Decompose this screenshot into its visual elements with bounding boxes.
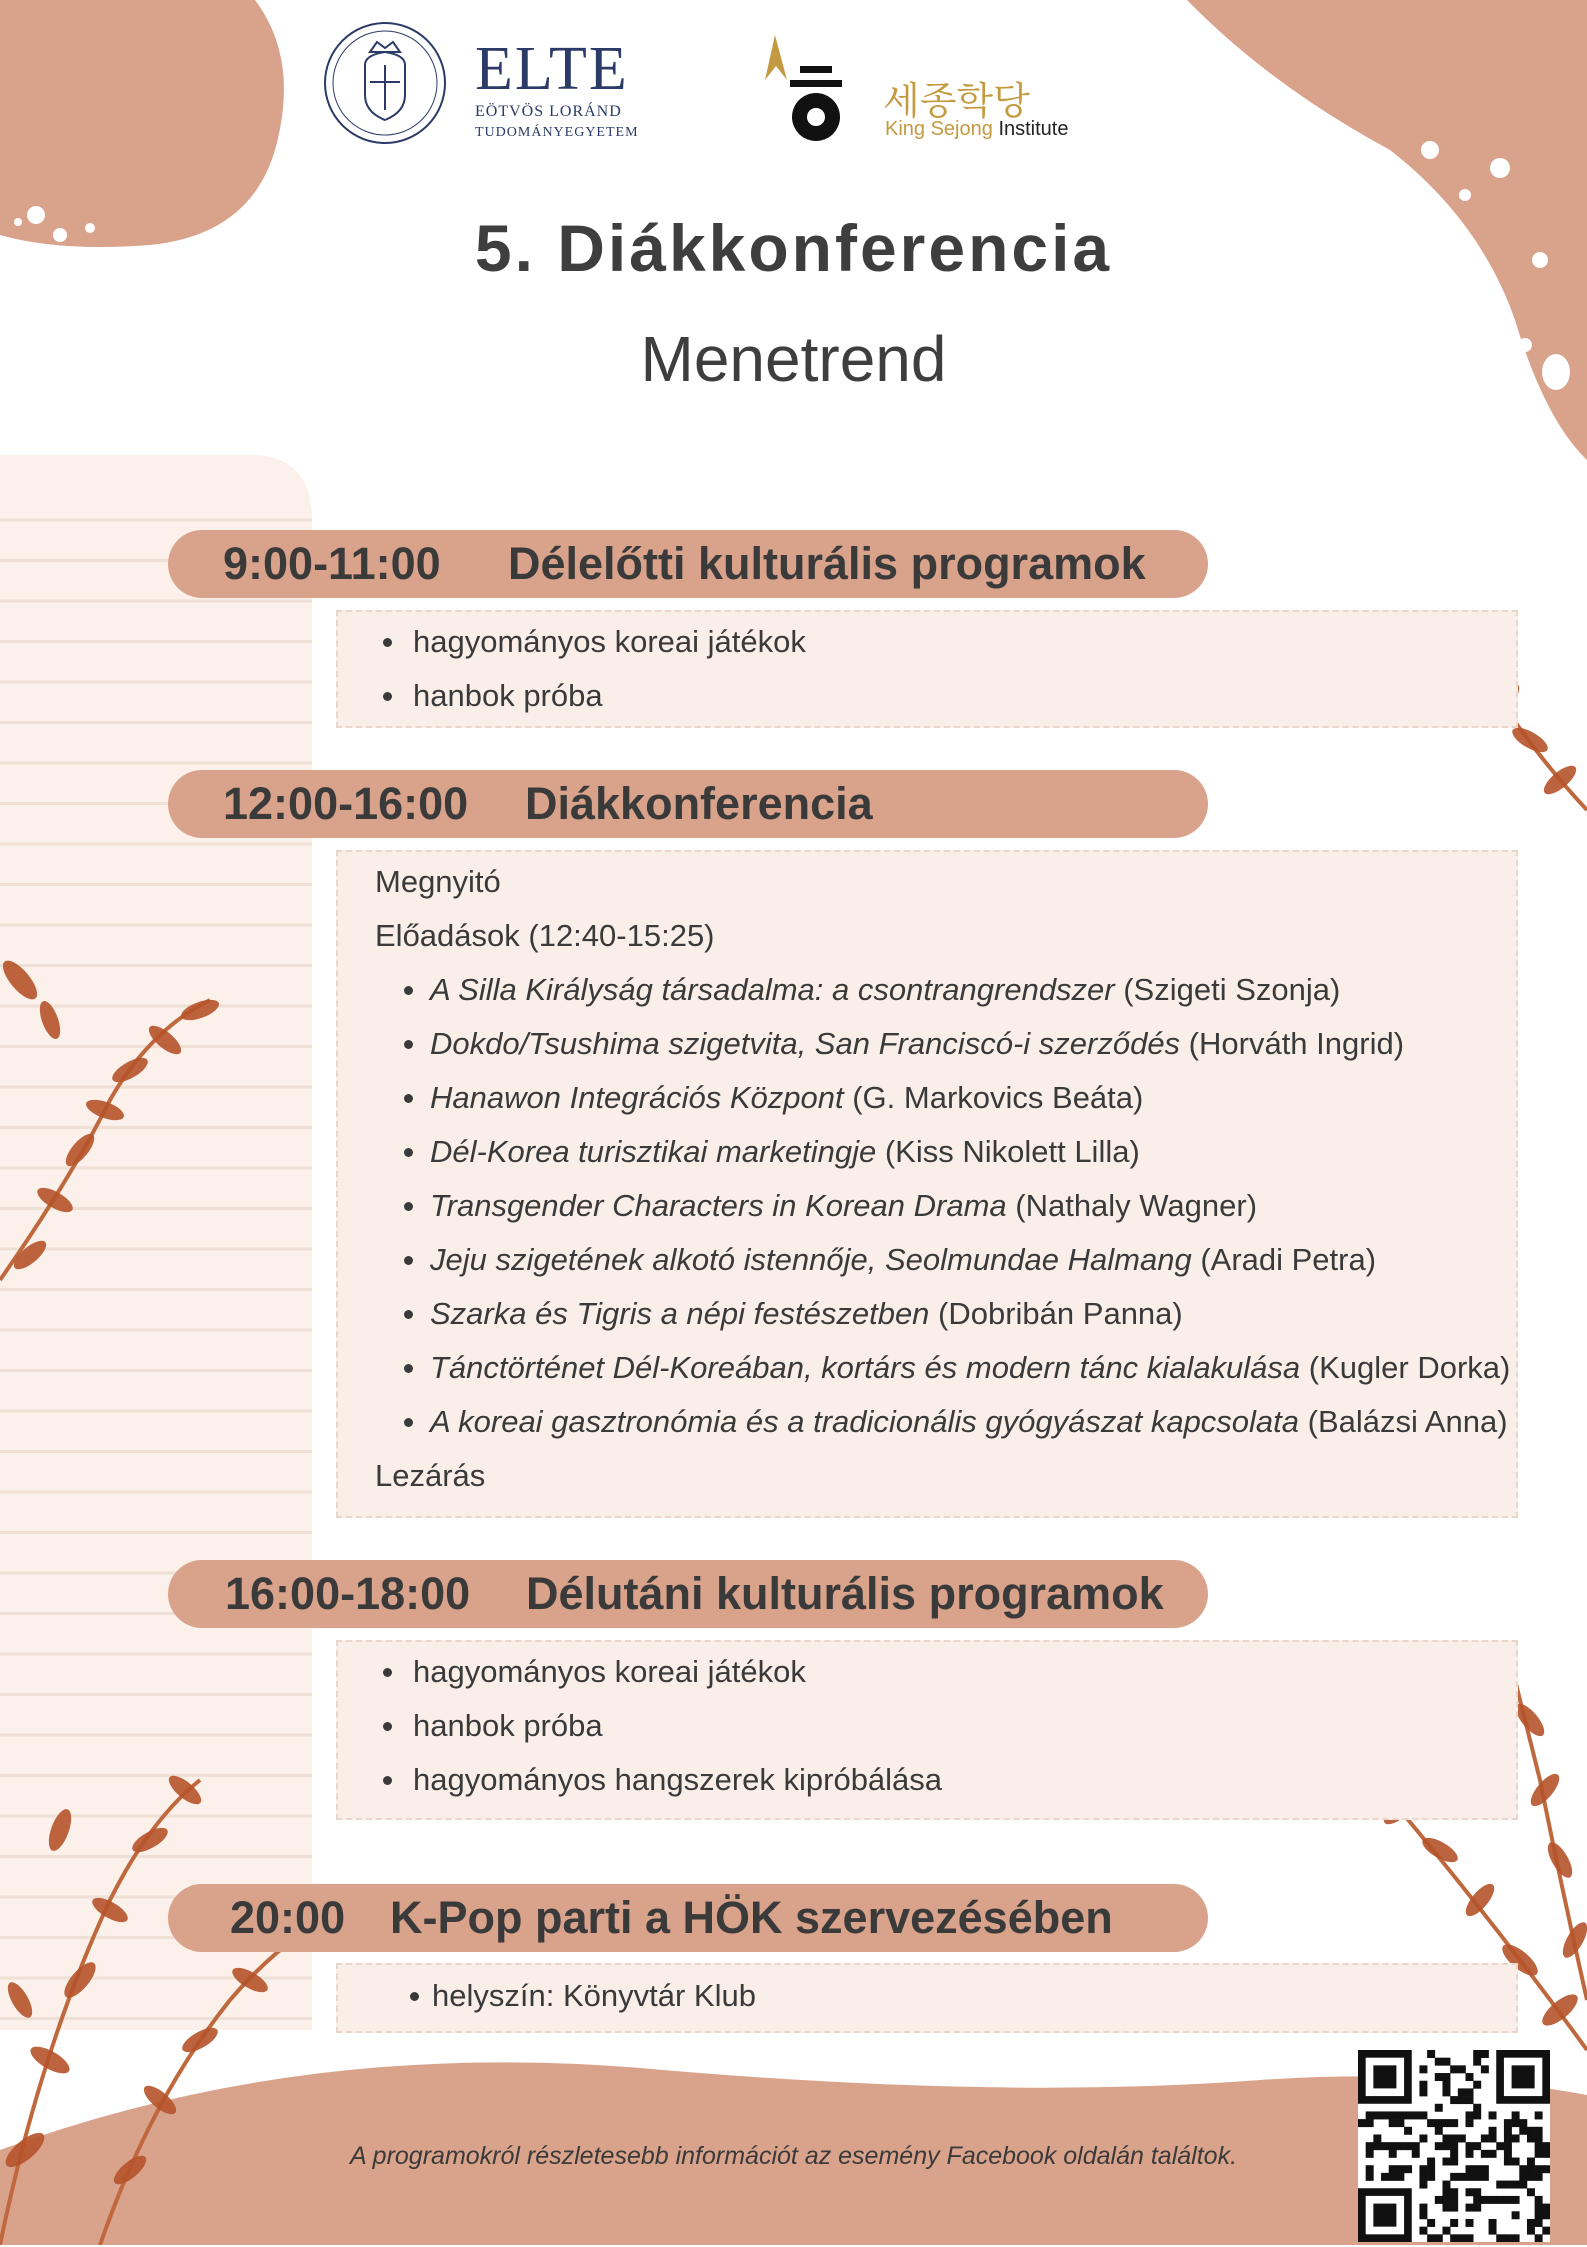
bullet-dot [404, 1094, 413, 1103]
list-item: hagyományos koreai játékok [413, 1654, 806, 1689]
page-title: 5. Diákkonferencia [474, 211, 1113, 285]
bullet-dot [410, 1992, 419, 2001]
bullet-dot [383, 692, 392, 701]
section-time: 20:00 [230, 1892, 346, 1943]
talk-item [430, 1348, 1510, 1388]
talk-title: Szarka és Tigris a népi festészetben [430, 1296, 930, 1331]
bullet-dot [404, 1256, 413, 1265]
section-header-party [168, 1884, 1208, 1952]
bullet-dot [383, 638, 392, 647]
talk-speaker: (Dobribán Panna) [929, 1296, 1183, 1331]
opening-label: Megnyitó [375, 864, 501, 899]
section-box-afternoon [336, 1640, 1518, 1820]
section-heading: Délelőtti kulturális programok [508, 538, 1146, 589]
section-box-morning [336, 610, 1518, 728]
talk-item [430, 1294, 1183, 1334]
elte-logo [315, 20, 639, 145]
elte-subline-2: TUDOMÁNYEGYETEM [475, 125, 639, 140]
section-time: 16:00-18:00 [225, 1568, 471, 1619]
talk-title: Dél-Korea turisztikai marketingje [430, 1134, 877, 1169]
talk-title: Tánctörténet Dél-Koreában, kortárs és modern tánc kialakulása [430, 1350, 1301, 1385]
bullet-dot [383, 1722, 392, 1731]
talk-speaker: (G. Markovics Beáta) [843, 1080, 1144, 1115]
talk-item [430, 1024, 1404, 1064]
talk-title: Hanawon Integrációs Központ [430, 1080, 844, 1115]
talk-item [430, 1186, 1257, 1226]
section-heading: Délutáni kulturális programok [526, 1568, 1164, 1619]
closing-label: Lezárás [375, 1458, 486, 1493]
footer-note: A programokról részletesebb információt az esemény Facebook oldalán találtok. [349, 2142, 1238, 2170]
bullet-dot [404, 1418, 413, 1427]
section-heading: K-Pop parti a HÖK szervezésében [390, 1892, 1113, 1943]
bullet-dot [383, 1776, 392, 1785]
elte-seal-icon [315, 20, 455, 145]
section-time: 9:00-11:00 [223, 538, 441, 589]
bullet-dot [404, 1364, 413, 1373]
talk-speaker: (Szigeti Szonja) [1114, 972, 1341, 1007]
talk-item [430, 1240, 1376, 1280]
talk-title: A koreai gasztronómia és a tradicionális gyógyászat kapcsolata [430, 1404, 1300, 1439]
section-header-afternoon [168, 1560, 1208, 1628]
bullet-dot [404, 1148, 413, 1157]
bullet-dot [404, 1202, 413, 1211]
bullet-dot [404, 1310, 413, 1319]
elte-subline-1: EÖTVÖS LORÁND [475, 103, 622, 120]
talk-item [430, 1132, 1140, 1172]
ksi-korean-wordmark: 세종학당 [883, 79, 1030, 123]
talk-speaker: (Aradi Petra) [1191, 1242, 1377, 1277]
section-box-conference [336, 850, 1518, 1518]
bullet-dot [404, 1040, 413, 1049]
talk-title: Jeju szigetének alkotó istennője, Seolmundae Halmang [430, 1242, 1192, 1277]
ksi-name-part2: Institute [998, 118, 1069, 140]
talk-speaker: (Horváth Ingrid) [1180, 1026, 1405, 1061]
qr-code-icon [1358, 2050, 1550, 2242]
bullet-dot [383, 1668, 392, 1677]
section-header-morning [168, 530, 1208, 598]
section-heading: Diákkonferencia [525, 778, 873, 829]
section-header-conference [168, 770, 1208, 838]
bullet-dot [404, 986, 413, 995]
list-item: helyszín: Könyvtár Klub [432, 1978, 756, 2013]
page-subtitle: Menetrend [640, 323, 947, 395]
talk-title: A Silla Királyság társadalma: a csontrangrendszer [430, 972, 1115, 1007]
section-time: 12:00-16:00 [223, 778, 469, 829]
talk-title: Transgender Characters in Korean Drama [430, 1188, 1007, 1223]
ksi-emblem-icon [745, 30, 875, 150]
list-item: hanbok próba [413, 1708, 603, 1743]
talk-speaker: (Balázsi Anna) [1299, 1404, 1508, 1439]
list-item: hagyományos hangszerek kipróbálása [413, 1762, 943, 1797]
ksi-english-wordmark [885, 118, 1068, 141]
talk-speaker: (Kiss Nikolett Lilla) [876, 1134, 1140, 1169]
list-item: hagyományos koreai játékok [413, 624, 806, 659]
section-box-party [336, 1963, 1518, 2033]
ksi-name-part1: King Sejong [885, 118, 993, 140]
list-item: hanbok próba [413, 678, 603, 713]
talk-item [430, 1402, 1508, 1442]
qr-code[interactable] [1358, 2050, 1550, 2242]
elte-wordmark: ELTE [475, 35, 629, 103]
talk-speaker: (Nathaly Wagner) [1006, 1188, 1258, 1223]
talk-title: Dokdo/Tsushima szigetvita, San Franciscó-i szerződés [430, 1026, 1181, 1061]
king-sejong-institute-logo [745, 30, 1085, 150]
talk-item [430, 1078, 1143, 1118]
talks-label: Előadások (12:40-15:25) [375, 918, 715, 953]
talk-speaker: (Kugler Dorka) [1300, 1350, 1511, 1385]
talk-item [430, 970, 1340, 1010]
